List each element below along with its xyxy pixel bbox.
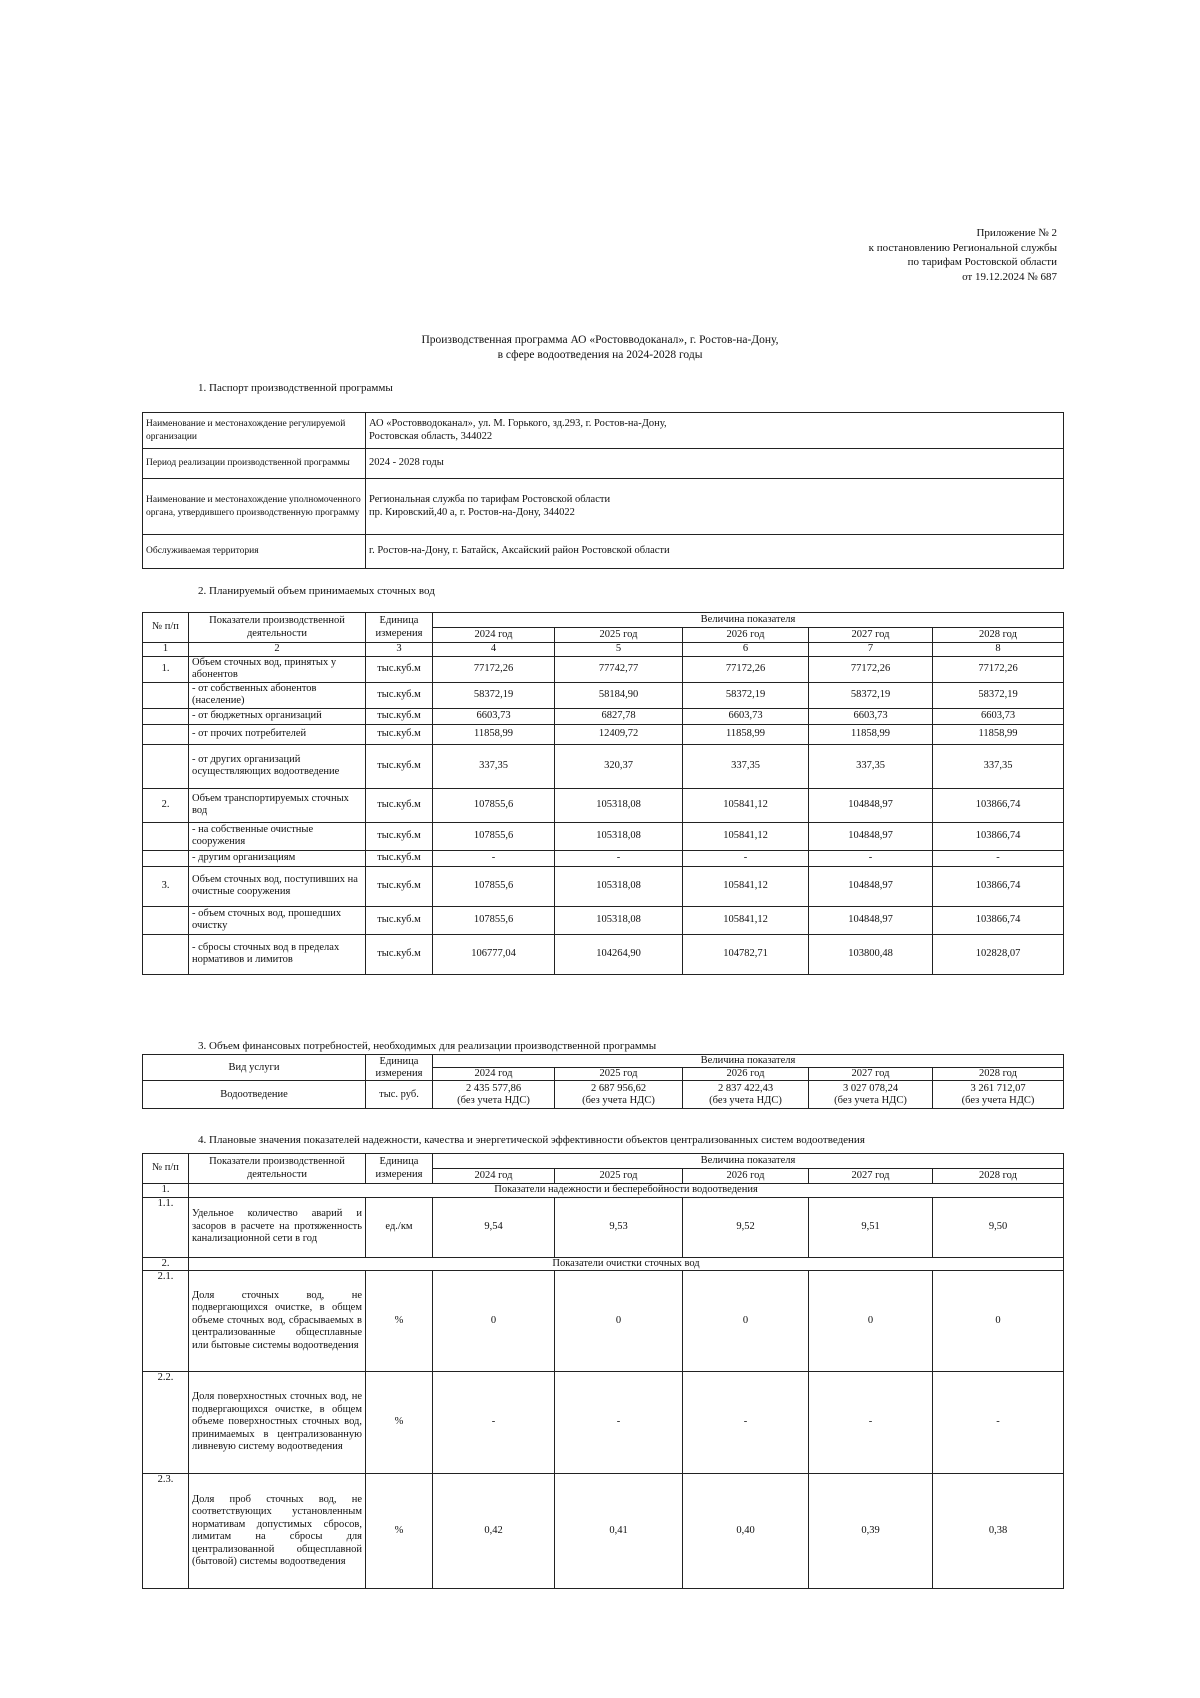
table-row xyxy=(143,535,1064,569)
table-row xyxy=(143,822,1064,850)
row-value: 107855,6 xyxy=(433,866,555,906)
group-row xyxy=(143,1184,1064,1198)
header-value: Величина показателя xyxy=(433,613,1064,628)
passport-value-line: Ростовская область, 344022 xyxy=(369,430,493,442)
section-title-passport: 1. Паспорт производственной программы xyxy=(198,382,393,394)
table-row xyxy=(143,1081,1064,1109)
row-value: 103800,48 xyxy=(809,934,933,974)
row-value: 11858,99 xyxy=(683,724,809,744)
row-unit: % xyxy=(366,1372,433,1474)
header-indicator: Показатели производственной деятельности xyxy=(189,1154,366,1184)
table-row xyxy=(143,1271,1064,1372)
table-row xyxy=(143,866,1064,906)
row-value: 104264,90 xyxy=(555,934,683,974)
row-value: 11858,99 xyxy=(933,724,1064,744)
row-unit: ед./км xyxy=(366,1197,433,1257)
passport-label: Наименование и местонахождение уполномоченного органа, утвердившего производственную программу xyxy=(143,479,366,535)
table-row xyxy=(143,479,1064,535)
header-year: 2024 год xyxy=(433,1068,555,1081)
row-value: 9,54 xyxy=(433,1197,555,1257)
row-unit: тыс.куб.м xyxy=(366,724,433,744)
finance-note: (без учета НДС) xyxy=(582,1094,655,1106)
row-name: - от бюджетных организаций xyxy=(189,708,366,724)
row-value: - xyxy=(555,1372,683,1474)
section-title-reliability: 4. Плановые значения показателей надежности, качества и энергетической эффективности объектов централизованных систем водоотведения xyxy=(198,1134,865,1146)
row-unit: тыс.куб.м xyxy=(366,866,433,906)
header-year: 2026 год xyxy=(683,628,809,643)
row-value: 104848,97 xyxy=(809,866,933,906)
header-year: 2028 год xyxy=(933,628,1064,643)
header-unit: Единица измерения xyxy=(366,1055,433,1081)
row-value: 105841,12 xyxy=(683,788,809,822)
row-value: 6603,73 xyxy=(933,708,1064,724)
row-value: 0 xyxy=(809,1271,933,1372)
row-name: - объем сточных вод, прошедших очистку xyxy=(189,906,366,934)
row-value: - xyxy=(433,1372,555,1474)
column-numbers-row xyxy=(143,643,1064,657)
row-value: 58372,19 xyxy=(933,682,1064,708)
group-num: 1. xyxy=(143,1184,189,1198)
row-num: 2.1. xyxy=(143,1271,189,1372)
header-year: 2024 год xyxy=(433,628,555,643)
passport-value-line: АО «Ростовводоканал», ул. М. Горького, зд.293, г. Ростов-на-Дону, xyxy=(369,418,667,429)
table-header-row xyxy=(143,1055,1064,1068)
row-value: 0 xyxy=(683,1271,809,1372)
row-value: 9,51 xyxy=(809,1197,933,1257)
row-value: - xyxy=(433,850,555,866)
volume-body xyxy=(143,656,1064,974)
table-row xyxy=(143,850,1064,866)
row-value: - xyxy=(809,1372,933,1474)
row-value: 0,38 xyxy=(933,1474,1064,1589)
finance-value xyxy=(933,1081,1064,1109)
reliability-table xyxy=(142,1153,1064,1589)
row-unit: % xyxy=(366,1271,433,1372)
header-year: 2026 год xyxy=(683,1169,809,1184)
row-num: 2. xyxy=(143,788,189,822)
row-name: Объем транспортируемых сточных вод xyxy=(189,788,366,822)
row-value: 0,41 xyxy=(555,1474,683,1589)
row-num xyxy=(143,744,189,788)
table-row xyxy=(143,744,1064,788)
row-name: Объем сточных вод, поступивших на очистные сооружения xyxy=(189,866,366,906)
row-value: 58184,90 xyxy=(555,682,683,708)
passport-value xyxy=(366,413,1064,449)
row-value: 105318,08 xyxy=(555,866,683,906)
row-unit: тыс.куб.м xyxy=(366,822,433,850)
row-num xyxy=(143,934,189,974)
row-value: 58372,19 xyxy=(683,682,809,708)
row-value: - xyxy=(683,1372,809,1474)
row-value: 105318,08 xyxy=(555,822,683,850)
row-num: 1. xyxy=(143,656,189,682)
table-row xyxy=(143,682,1064,708)
row-value: 6603,73 xyxy=(433,708,555,724)
passport-label: Обслуживаемая территория xyxy=(143,535,366,569)
row-name: - от прочих потребителей xyxy=(189,724,366,744)
row-value: 77172,26 xyxy=(809,656,933,682)
row-value: 77742,77 xyxy=(555,656,683,682)
row-value: 103866,74 xyxy=(933,822,1064,850)
header-value: Величина показателя xyxy=(433,1154,1064,1169)
appendix-note xyxy=(869,226,1057,284)
header-unit: Единица измерения xyxy=(366,1154,433,1184)
header-year: 2027 год xyxy=(809,1169,933,1184)
table-row xyxy=(143,724,1064,744)
row-value: 58372,19 xyxy=(433,682,555,708)
section-title-volume: 2. Планируемый объем принимаемых сточных вод xyxy=(198,585,435,597)
row-name: - сбросы сточных вод в пределах нормативов и лимитов xyxy=(189,934,366,974)
row-name: Доля поверхностных сточных вод, не подвергающихся очистке, в общем объеме поверхностных сточных вод, принимаемых в централизованную ливневую систему водоотведения xyxy=(189,1372,366,1474)
finance-amount: 2 435 577,86 xyxy=(465,1083,522,1094)
row-value: - xyxy=(933,1372,1064,1474)
row-value: - xyxy=(555,850,683,866)
row-value: 105841,12 xyxy=(683,906,809,934)
row-unit: тыс.куб.м xyxy=(366,656,433,682)
row-value: - xyxy=(683,850,809,866)
table-row xyxy=(143,708,1064,724)
row-value: 103866,74 xyxy=(933,788,1064,822)
row-unit: тыс.куб.м xyxy=(366,850,433,866)
row-unit: тыс.куб.м xyxy=(366,906,433,934)
row-value: 104848,97 xyxy=(809,906,933,934)
column-number: 4 xyxy=(433,643,555,657)
header-service: Вид услуги xyxy=(143,1055,366,1081)
row-name: - на собственные очистные сооружения xyxy=(189,822,366,850)
row-value: 102828,07 xyxy=(933,934,1064,974)
row-num: 2.2. xyxy=(143,1372,189,1474)
row-value: 6603,73 xyxy=(809,708,933,724)
passport-table xyxy=(142,412,1064,569)
appendix-line: по тарифам Ростовской области xyxy=(907,256,1057,268)
column-number: 6 xyxy=(683,643,809,657)
appendix-line: к постановлению Региональной службы xyxy=(868,241,1057,254)
row-value: 104848,97 xyxy=(809,788,933,822)
row-value: 6827,78 xyxy=(555,708,683,724)
row-value: 0,42 xyxy=(433,1474,555,1589)
row-num: 2.3. xyxy=(143,1474,189,1589)
table-row xyxy=(143,906,1064,934)
row-value: 58372,19 xyxy=(809,682,933,708)
finance-unit: тыс. руб. xyxy=(366,1081,433,1109)
row-value: 0 xyxy=(933,1271,1064,1372)
header-year: 2025 год xyxy=(555,1068,683,1081)
row-value: 12409,72 xyxy=(555,724,683,744)
table-row xyxy=(143,1372,1064,1474)
finance-value xyxy=(809,1081,933,1109)
finance-value xyxy=(555,1081,683,1109)
row-name: - от других организаций осуществляющих водоотведение xyxy=(189,744,366,788)
row-value: 9,52 xyxy=(683,1197,809,1257)
header-year: 2024 год xyxy=(433,1169,555,1184)
passport-label: Период реализации производственной программы xyxy=(143,449,366,479)
appendix-line: Приложение № 2 xyxy=(976,227,1057,239)
header-year: 2025 год xyxy=(555,628,683,643)
row-value: 77172,26 xyxy=(933,656,1064,682)
row-num: 3. xyxy=(143,866,189,906)
finance-note: (без учета НДС) xyxy=(961,1094,1035,1106)
row-value: 103866,74 xyxy=(933,866,1064,906)
row-name: - от собственных абонентов (население) xyxy=(189,682,366,708)
row-name: Доля проб сточных вод, не соответствующих установленным нормативам допустимых сбросов, лимитам на сбросы для централизованной общесплавной (бытовой) системы водоотведения xyxy=(189,1474,366,1589)
group-title: Показатели надежности и бесперебойности водоотведения xyxy=(189,1184,1064,1198)
header-year: 2026 год xyxy=(683,1068,809,1081)
row-value: 337,35 xyxy=(683,744,809,788)
row-unit: тыс.куб.м xyxy=(366,744,433,788)
header-num: № п/п xyxy=(143,1154,189,1184)
row-value: 0,39 xyxy=(809,1474,933,1589)
row-value: 0,40 xyxy=(683,1474,809,1589)
row-value: 103866,74 xyxy=(933,906,1064,934)
row-num xyxy=(143,708,189,724)
volume-table xyxy=(142,612,1064,975)
table-row xyxy=(143,449,1064,479)
finance-service: Водоотведение xyxy=(143,1081,366,1109)
row-value: 105841,12 xyxy=(683,822,809,850)
row-value: 104848,97 xyxy=(809,822,933,850)
column-number: 8 xyxy=(933,643,1064,657)
row-value: 11858,99 xyxy=(809,724,933,744)
column-number: 2 xyxy=(189,643,366,657)
finance-amount: 3 027 078,24 xyxy=(842,1083,899,1094)
header-indicator: Показатели производственной деятельности xyxy=(189,613,366,643)
finance-amount: 2 687 956,62 xyxy=(590,1083,647,1094)
row-value: 0 xyxy=(433,1271,555,1372)
row-value: - xyxy=(933,850,1064,866)
row-value: 105318,08 xyxy=(555,788,683,822)
row-value: 104782,71 xyxy=(683,934,809,974)
column-number: 3 xyxy=(366,643,433,657)
passport-label: Наименование и местонахождение регулируемой организации xyxy=(143,413,366,449)
header-value: Величина показателя xyxy=(433,1055,1064,1068)
row-num xyxy=(143,850,189,866)
row-num xyxy=(143,682,189,708)
finance-table xyxy=(142,1054,1064,1109)
finance-value xyxy=(433,1081,555,1109)
table-header-row xyxy=(143,1154,1064,1169)
row-num xyxy=(143,724,189,744)
table-row xyxy=(143,1474,1064,1589)
row-name: - другим организациям xyxy=(189,850,366,866)
row-value: 107855,6 xyxy=(433,906,555,934)
row-value: 105318,08 xyxy=(555,906,683,934)
row-name: Доля сточных вод, не подвергающихся очистке, в общем объеме сточных вод, сбрасываемых в централизованные общесплавные или бытовые системы водоотведения xyxy=(189,1271,366,1372)
header-year: 2025 год xyxy=(555,1169,683,1184)
group-title: Показатели очистки сточных вод xyxy=(189,1257,1064,1271)
table-row xyxy=(143,1197,1064,1257)
finance-value xyxy=(683,1081,809,1109)
header-year: 2028 год xyxy=(933,1169,1064,1184)
row-value: 337,35 xyxy=(933,744,1064,788)
passport-value: 2024 - 2028 годы xyxy=(366,449,1064,479)
column-number: 7 xyxy=(809,643,933,657)
table-row xyxy=(143,656,1064,682)
row-value: 337,35 xyxy=(809,744,933,788)
row-value: 11858,99 xyxy=(433,724,555,744)
passport-value-line: Региональная служба по тарифам Ростовской области xyxy=(369,494,611,505)
header-year: 2027 год xyxy=(809,628,933,643)
appendix-line: от 19.12.2024 № 687 xyxy=(962,270,1057,283)
row-num: 1.1. xyxy=(143,1197,189,1257)
document-title xyxy=(0,333,1200,362)
row-value: 105841,12 xyxy=(683,866,809,906)
row-value: 77172,26 xyxy=(433,656,555,682)
row-unit: тыс.куб.м xyxy=(366,708,433,724)
title-line: в сфере водоотведения на 2024-2028 годы xyxy=(497,348,703,361)
row-value: 6603,73 xyxy=(683,708,809,724)
row-num xyxy=(143,906,189,934)
header-year: 2028 год xyxy=(933,1068,1064,1081)
group-row xyxy=(143,1257,1064,1271)
table-row xyxy=(143,413,1064,449)
finance-note: (без учета НДС) xyxy=(709,1094,782,1106)
row-value: 320,37 xyxy=(555,744,683,788)
row-value: 77172,26 xyxy=(683,656,809,682)
row-name: Удельное количество аварий и засоров в расчете на протяженность канализационной сети в год xyxy=(189,1197,366,1257)
passport-value: г. Ростов-на-Дону, г. Батайск, Аксайский район Ростовской области xyxy=(366,535,1064,569)
header-year: 2027 год xyxy=(809,1068,933,1081)
row-value: 9,50 xyxy=(933,1197,1064,1257)
row-value: 9,53 xyxy=(555,1197,683,1257)
table-row xyxy=(143,934,1064,974)
table-row xyxy=(143,788,1064,822)
group-num: 2. xyxy=(143,1257,189,1271)
row-value: 107855,6 xyxy=(433,822,555,850)
header-num: № п/п xyxy=(143,613,189,643)
row-unit: тыс.куб.м xyxy=(366,682,433,708)
finance-amount: 2 837 422,43 xyxy=(717,1083,774,1094)
row-value: 337,35 xyxy=(433,744,555,788)
table-header-row xyxy=(143,613,1064,628)
column-number: 5 xyxy=(555,643,683,657)
finance-amount: 3 261 712,07 xyxy=(970,1083,1026,1094)
row-value: 0 xyxy=(555,1271,683,1372)
finance-note: (без учета НДС) xyxy=(457,1094,530,1106)
column-number: 1 xyxy=(143,643,189,657)
row-unit: тыс.куб.м xyxy=(366,934,433,974)
row-name: Объем сточных вод, принятых у абонентов xyxy=(189,656,366,682)
row-num xyxy=(143,822,189,850)
row-unit: тыс.куб.м xyxy=(366,788,433,822)
row-value: 106777,04 xyxy=(433,934,555,974)
row-unit: % xyxy=(366,1474,433,1589)
passport-value xyxy=(366,479,1064,535)
title-line: Производственная программа АО «Ростовводоканал», г. Ростов-на-Дону, xyxy=(421,334,779,346)
section-title-finance: 3. Объем финансовых потребностей, необходимых для реализации производственной программы xyxy=(198,1040,657,1052)
passport-value-line: пр. Кировский,40 а, г. Ростов-на-Дону, 344022 xyxy=(369,506,575,518)
row-value: - xyxy=(809,850,933,866)
finance-note: (без учета НДС) xyxy=(834,1094,907,1106)
header-unit: Единица измерения xyxy=(366,613,433,643)
row-value: 107855,6 xyxy=(433,788,555,822)
